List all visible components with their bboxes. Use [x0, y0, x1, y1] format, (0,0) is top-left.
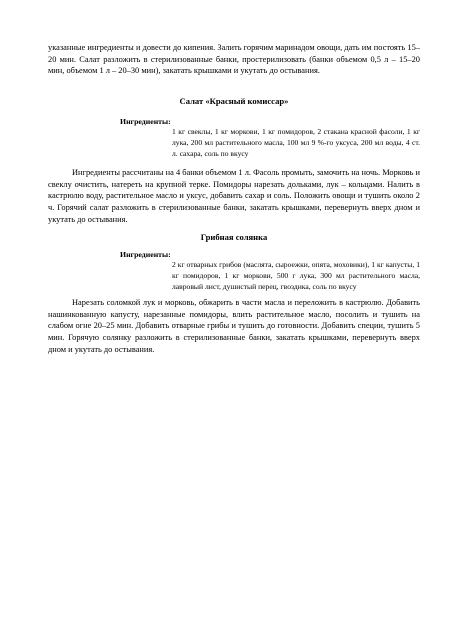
- recipe2-ingredients-heading: Ингредиенты:: [120, 250, 171, 259]
- recipe1-ingredients-heading: Ингредиенты:: [120, 117, 171, 126]
- intro-paragraph: указанные ингредиенты и довести до кипения. Залить горячим маринадом овощи, дать им постоять 15–20 мин. Салат разложить в стерилизованные банки, простерилизовать (банки объемом 0,5 л – 15–20 мин, объемом 1 л – 20–30 мин), закатать крышками и укутать до остывания.: [48, 43, 420, 76]
- recipe1-ingredients-list: [120, 126, 420, 159]
- recipe1-ingredients-text: 1 кг свеклы, 1 кг моркови, 1 кг помидоров, 2 стакана красной фасоли, 1 кг лука, 200 мл растительного масла, 100 мл 9 %-го уксуса, 200 мл воды, 4 ст. л. сахара, соль по вкусу: [172, 127, 420, 158]
- recipe1-title: Салат «Красный комиссар»: [179, 96, 289, 106]
- recipe1-ingredients-block: [120, 117, 420, 159]
- recipe2-ingredients-list: [120, 259, 420, 292]
- recipe1-instructions: Ингредиенты рассчитаны на 4 банки объемом 1 л. Фасоль промыть, замочить на ночь. Морковь и свеклу очистить, натереть на крупной терке. Помидоры нарезать дольками, лук – кольцами. Налить в кастрюлю воду, растительное масло и уксус, добавить сахар и соль. Положить овощи и тушить около 2 ч. Горячий салат разложить в стерилизованные банки, закатать крышками, перевернуть вверх дном и укутать до остывания.: [48, 168, 420, 224]
- recipe2-title: Грибная солянка: [200, 232, 268, 242]
- recipe2-ingredients-text: 2 кг отварных грибов (маслята, сыроежки, опята, моховики), 1 кг капусты, 1 кг помидоров, 1 кг моркови, 500 г лука, 300 мл растительного масла, лавровый лист, душистый перец, гвоздика, соль по вкусу: [172, 260, 420, 291]
- recipe2-instructions: Нарезать соломкой лук и морковь, обжарить в части масла и переложить в кастрюлю. Добавить нашинкованную капусту, нарезанные помидоры, влить растительное масло, посолить и тушить на слабом огне 20–25 мин. Добавить отварные грибы и тушить до готовности. Добавить специи, тушить 5 мин. Горячую солянку разложить в стерилизованные банки, закатать крышками, перевернуть вверх дном и укутать до остывания.: [48, 298, 420, 354]
- recipe2-ingredients-block: [120, 250, 420, 292]
